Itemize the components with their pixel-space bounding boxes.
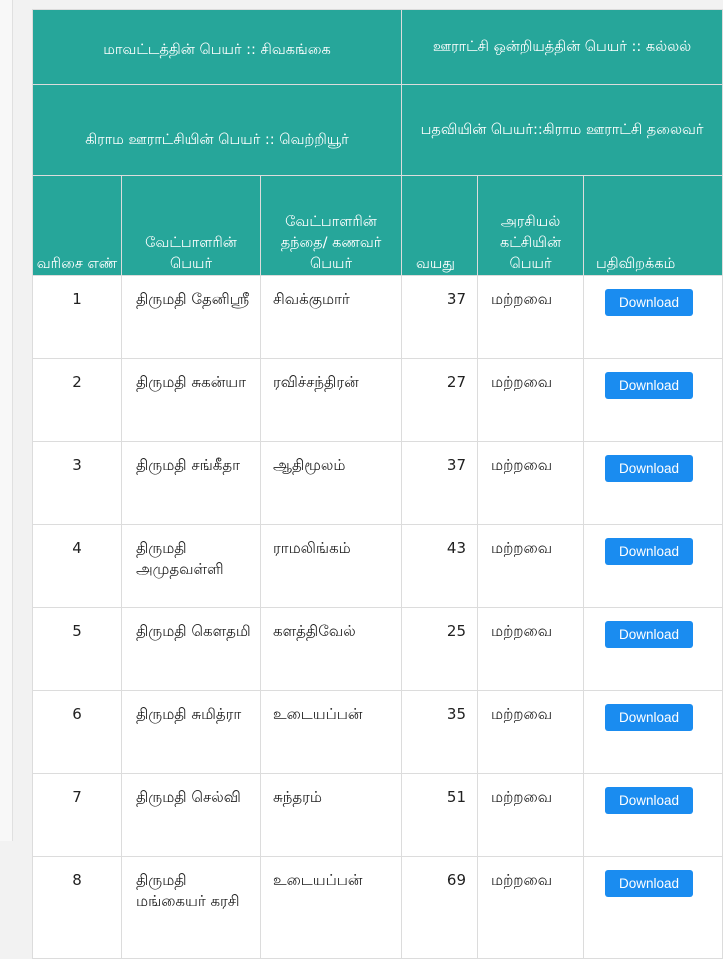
candidate-age: 35 xyxy=(402,691,478,774)
col-header-name: வேட்பாளரின் பெயர் xyxy=(122,176,261,276)
party-name: மற்றவை xyxy=(478,442,584,525)
candidate-age: 27 xyxy=(402,359,478,442)
district-name: மாவட்டத்தின் பெயர் :: சிவகங்கை xyxy=(33,10,402,85)
candidate-age: 25 xyxy=(402,608,478,691)
col-header-age: வயது xyxy=(402,176,478,276)
download-cell xyxy=(584,691,723,774)
post-name: பதவியின் பெயர்::கிராம ஊராட்சி தலைவர் xyxy=(402,85,723,176)
col-header-download: பதிவிறக்கம் xyxy=(584,176,723,276)
party-name: மற்றவை xyxy=(478,691,584,774)
col-header-party: அரசியல் கட்சியின் பெயர் xyxy=(478,176,584,276)
download-button[interactable]: Download xyxy=(605,621,693,648)
candidate-name: திருமதி சங்கீதா xyxy=(122,442,261,525)
party-name: மற்றவை xyxy=(478,774,584,857)
candidate-age: 43 xyxy=(402,525,478,608)
download-button[interactable]: Download xyxy=(605,870,693,897)
candidate-name: திருமதி செல்வி xyxy=(122,774,261,857)
party-name: மற்றவை xyxy=(478,608,584,691)
table-row xyxy=(33,359,723,442)
header-row-district xyxy=(33,10,723,85)
header-row-village xyxy=(33,85,723,176)
father-husband-name: ஆதிமூலம் xyxy=(261,442,402,525)
table-row xyxy=(33,608,723,691)
download-button[interactable]: Download xyxy=(605,289,693,316)
candidate-name: திருமதி கௌதமி xyxy=(122,608,261,691)
column-header-row xyxy=(33,176,723,276)
candidate-name: திருமதி தேனிஸ்ரீ xyxy=(122,276,261,359)
candidate-name: திருமதி மங்கையர் கரசி xyxy=(122,857,261,959)
father-husband-name: உடையப்பன் xyxy=(261,691,402,774)
serial-number: 4 xyxy=(33,525,122,608)
candidate-age: 51 xyxy=(402,774,478,857)
download-cell xyxy=(584,608,723,691)
party-name: மற்றவை xyxy=(478,359,584,442)
party-name: மற்றவை xyxy=(478,857,584,959)
candidate-age: 37 xyxy=(402,442,478,525)
download-button[interactable]: Download xyxy=(605,372,693,399)
union-name: ஊராட்சி ஒன்றியத்தின் பெயர் :: கல்லல் xyxy=(402,10,723,85)
serial-number: 6 xyxy=(33,691,122,774)
download-button[interactable]: Download xyxy=(605,455,693,482)
serial-number: 3 xyxy=(33,442,122,525)
table-row xyxy=(33,691,723,774)
serial-number: 8 xyxy=(33,857,122,959)
download-cell xyxy=(584,857,723,959)
father-husband-name: சுந்தரம் xyxy=(261,774,402,857)
candidate-age: 69 xyxy=(402,857,478,959)
father-husband-name: ரவிச்சந்திரன் xyxy=(261,359,402,442)
download-cell xyxy=(584,525,723,608)
father-husband-name: உடையப்பன் xyxy=(261,857,402,959)
party-name: மற்றவை xyxy=(478,525,584,608)
village-name: கிராம ஊராட்சியின் பெயர் :: வெற்றியூர் xyxy=(33,85,402,176)
serial-number: 1 xyxy=(33,276,122,359)
candidate-name: திருமதி அமுதவள்ளி xyxy=(122,525,261,608)
serial-number: 2 xyxy=(33,359,122,442)
table-row xyxy=(33,442,723,525)
col-header-father: வேட்பாளரின் தந்தை/ கணவர் பெயர் xyxy=(261,176,402,276)
table-row xyxy=(33,857,723,959)
father-husband-name: ராமலிங்கம் xyxy=(261,525,402,608)
download-cell xyxy=(584,359,723,442)
download-button[interactable]: Download xyxy=(605,787,693,814)
download-button[interactable]: Download xyxy=(605,704,693,731)
candidate-name: திருமதி சுகன்யா xyxy=(122,359,261,442)
table-row xyxy=(33,276,723,359)
candidate-table xyxy=(32,9,723,959)
father-husband-name: சிவக்குமார் xyxy=(261,276,402,359)
table-row xyxy=(33,525,723,608)
download-cell xyxy=(584,442,723,525)
serial-number: 7 xyxy=(33,774,122,857)
download-button[interactable]: Download xyxy=(605,538,693,565)
left-gutter xyxy=(0,0,13,841)
party-name: மற்றவை xyxy=(478,276,584,359)
candidate-age: 37 xyxy=(402,276,478,359)
table-row xyxy=(33,774,723,857)
candidate-name: திருமதி சுமித்ரா xyxy=(122,691,261,774)
download-cell xyxy=(584,276,723,359)
download-cell xyxy=(584,774,723,857)
col-header-sno: வரிசை எண் xyxy=(33,176,122,276)
serial-number: 5 xyxy=(33,608,122,691)
father-husband-name: களத்திவேல் xyxy=(261,608,402,691)
